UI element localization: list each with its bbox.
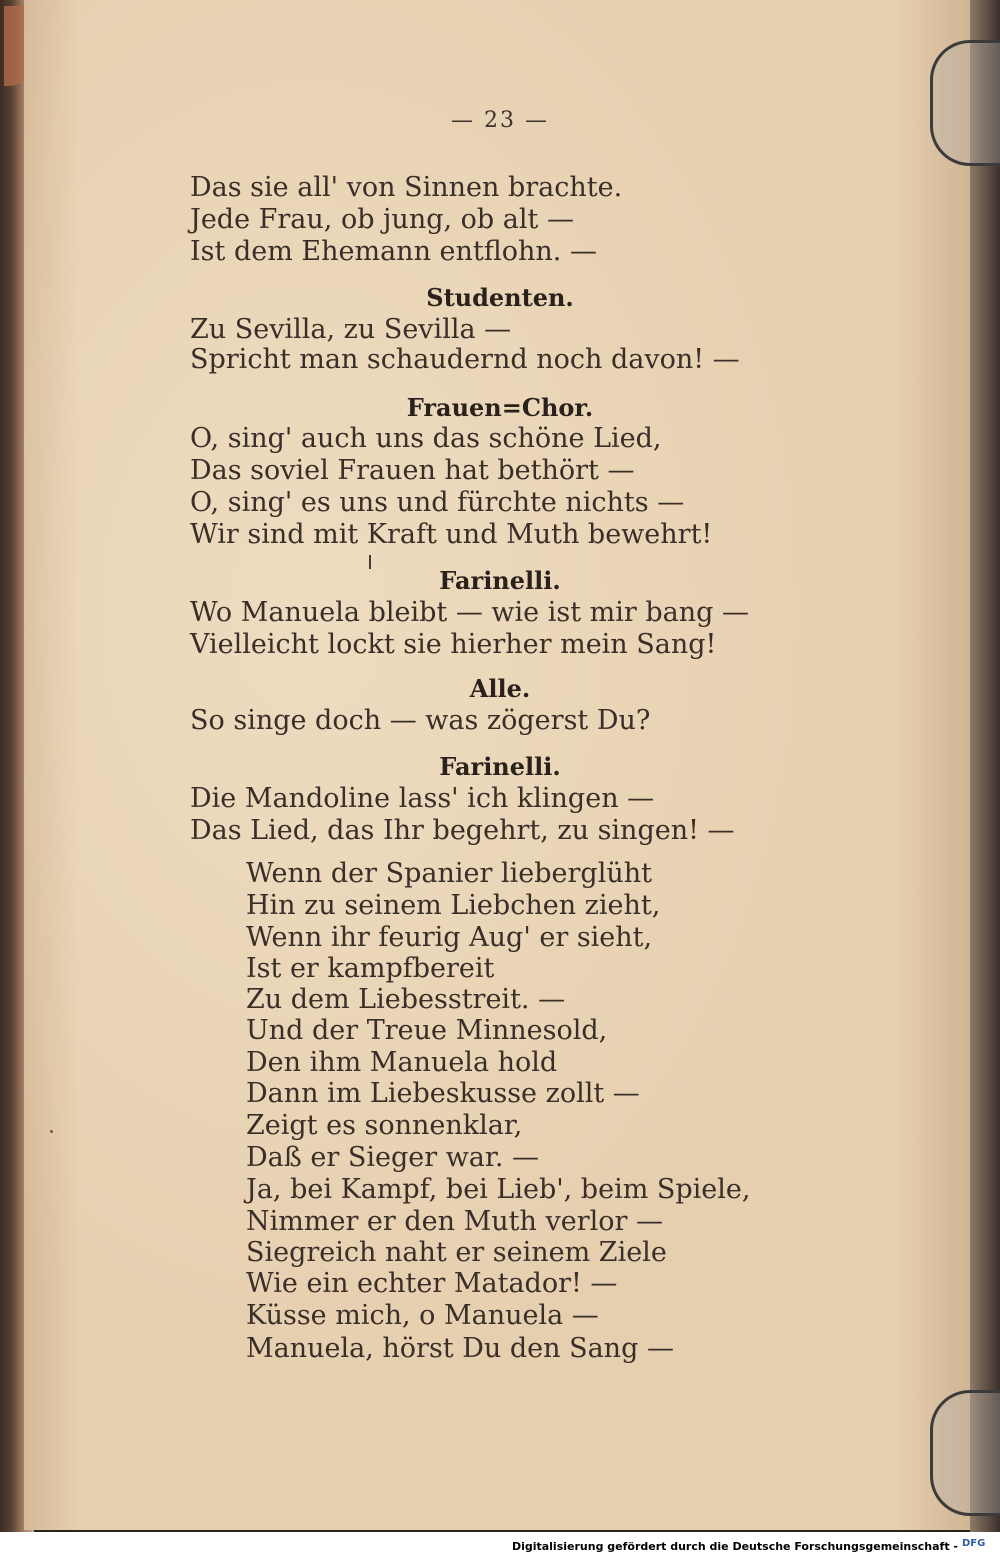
text-line: O, sing' es uns und fürchte nichts —	[190, 487, 685, 518]
text-line: Vielleicht lockt sie hierher mein Sang!	[190, 629, 717, 660]
song-line: Siegreich naht er seinem Ziele	[246, 1237, 667, 1268]
song-line: Dann im Liebeskusse zollt —	[246, 1078, 640, 1109]
text-line: Das Lied, das Ihr begehrt, zu singen! —	[190, 815, 735, 846]
song-line: Daß er Sieger war. —	[246, 1142, 540, 1173]
song-line: Ist er kampfbereit	[246, 953, 495, 984]
text-line: Zu Sevilla, zu Sevilla —	[190, 314, 512, 345]
text-line: Ist dem Ehemann entflohn. —	[190, 236, 597, 267]
text-line: So singe doch — was zögerst Du?	[190, 705, 651, 736]
song-line: Wie ein echter Matador! —	[246, 1268, 618, 1299]
text-line: O, sing' auch uns das schöne Lied,	[190, 423, 662, 454]
song-line: Zu dem Liebesstreit. —	[246, 984, 566, 1015]
song-line: Wenn der Spanier lieberglüht	[246, 858, 652, 889]
speaker-heading: Frauen=Chor.	[406, 393, 594, 422]
dfg-logo: DFG	[962, 1538, 986, 1549]
speaker-heading: Alle.	[469, 674, 531, 703]
song-line: Den ihm Manuela hold	[246, 1047, 558, 1078]
song-line: Küsse mich, o Manuela —	[246, 1300, 599, 1331]
song-line: Und der Treue Minnesold,	[246, 1015, 608, 1046]
song-line: Zeigt es sonnenklar,	[246, 1110, 523, 1141]
text-line: Wir sind mit Kraft und Muth bewehrt!	[190, 519, 713, 550]
song-line: Wenn ihr feurig Aug' er sieht,	[246, 922, 653, 953]
text-line: Die Mandoline lass' ich klingen —	[190, 783, 655, 814]
text-line: Wo Manuela bleibt — wie ist mir bang —	[190, 597, 749, 628]
text-line: Das sie all' von Sinnen brachte.	[190, 172, 623, 203]
text-line: Spricht man schaudernd noch davon! —	[190, 344, 740, 375]
song-line: Ja, bei Kampf, bei Lieb', beim Spiele,	[246, 1174, 751, 1205]
paper-speck	[50, 1130, 53, 1133]
song-line: Nimmer er den Muth verlor —	[246, 1206, 664, 1237]
text-line: Das soviel Frauen hat bethört —	[190, 455, 635, 486]
page-number: — 23 —	[451, 108, 549, 133]
song-line: Hin zu seinem Liebchen zieht,	[246, 890, 661, 921]
text-line: Jede Frau, ob jung, ob alt —	[190, 204, 574, 235]
funding-notice: Digitalisierung gefördert durch die Deutsche Forschungsgemeinschaft -	[511, 1540, 958, 1553]
speaker-heading: Farinelli.	[439, 752, 561, 781]
speaker-heading: Farinelli.	[439, 566, 561, 595]
speaker-heading: Studenten.	[426, 283, 574, 312]
footer-bar	[0, 1532, 1000, 1561]
song-line: Manuela, hörst Du den Sang —	[246, 1333, 674, 1364]
